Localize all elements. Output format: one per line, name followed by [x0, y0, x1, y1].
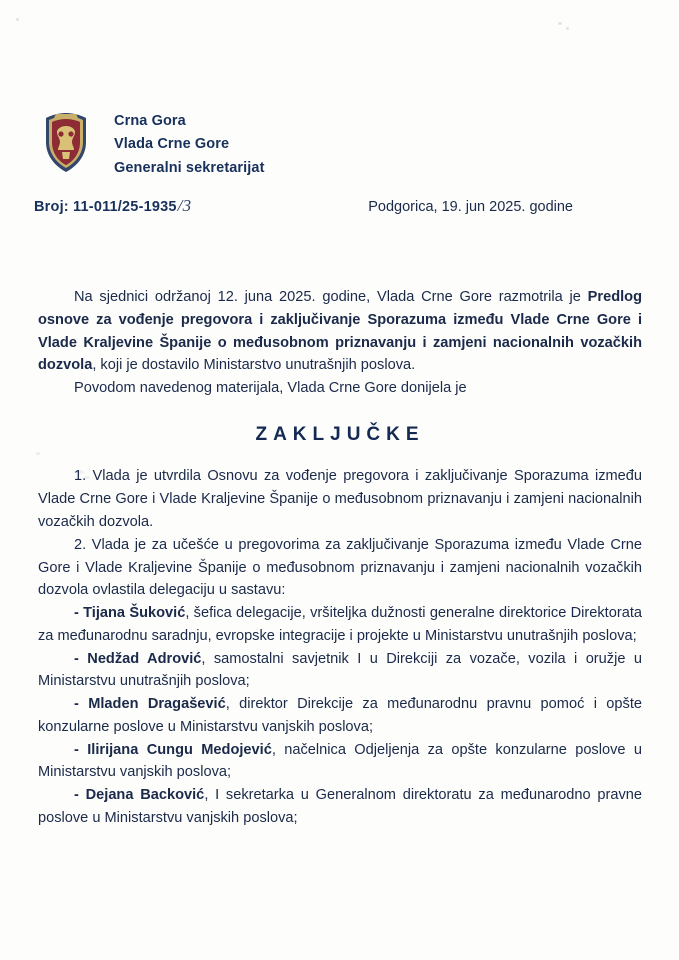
scan-speck — [16, 18, 19, 21]
org-line-government: Vlada Crne Gore — [114, 136, 230, 153]
intro-subject-bold: Predlog osnove za vođenje pregovora i zaključivanje Sporazuma između Vlade Crne Gore i Vlade Kraljevine Španije o međusobnom priznavanju i zamjeni nacionalnih vozačkih dozvola — [38, 289, 642, 374]
delegate-role: , šefica delegacije, vršiteljka dužnosti generalne direktorice Direktorata za međunarodnu saradnju, evropske integracije i projekte u Ministarstvu unutrašnjih poslova; — [38, 605, 642, 644]
delegate-name: - Nedžad Adrović — [74, 650, 202, 667]
scan-speck — [566, 27, 569, 30]
delegate-name: - Dejana Backović — [74, 787, 205, 804]
page-title: ZAKLJUČKE — [255, 423, 425, 445]
conclusion-item-2: 2. Vlada je za učešće u pregovorima za zaključivanje Sporazuma između Vlade Crne Gore i Vlade Kraljevine Španije o međusobnom priznavanju i zamjeni nacionalnih vozačkih dozvola ovlastila delegaciju u sastavu: — [38, 536, 642, 599]
delegate-name: - Tijana Šuković — [74, 605, 186, 622]
delegate-role: , samostalni savjetnik I u Direkciji za vozače, vozila i oružje u Ministarstvu unutrašnjih poslova; — [38, 650, 642, 690]
delegate-role: , načelnica Odjeljenja za opšte konzularne poslove u Ministarstvu vanjskih poslova; — [38, 741, 642, 781]
delegate-item — [38, 739, 642, 785]
intro-second-line: Povodom navedenog materijala, Vlada Crne Gore donijela je — [74, 380, 467, 397]
montenegro-coat-of-arms-icon — [40, 112, 92, 174]
delegate-name: - Ilirijana Cungu Medojević — [74, 741, 272, 758]
intro-paragraph — [38, 286, 642, 377]
delegate-name: - Mladen Dragašević — [74, 696, 226, 713]
scan-speck — [558, 22, 562, 25]
organization-block — [114, 110, 265, 180]
intro-text-before: Na sjednici održanoj 12. juna 2025. godine, Vlada Crne Gore razmotrila je — [74, 289, 588, 305]
place-and-date: Podgorica, 19. jun 2025. godine — [368, 199, 573, 215]
document-meta-row — [34, 196, 645, 216]
delegate-role: , direktor Direkcije za međunarodnu pravnu pomoć i opšte konzularne poslove u Ministarstvu vanjskih poslova; — [38, 696, 642, 735]
delegate-item — [38, 602, 642, 648]
org-line-secretariat: Generalni sekretarijat — [114, 159, 265, 176]
conclusion-item-1: 1. Vlada je utvrdila Osnovu za vođenje pregovora i zaključivanje Sporazuma između Vlade Crne Gore i Vlade Kraljevine Španije o međusobnom priznavanju i zamjeni nacionalnih vozačkih dozvola. — [38, 468, 642, 530]
delegate-item — [38, 693, 642, 739]
delegate-item — [38, 784, 642, 830]
document-header — [34, 108, 645, 180]
delegate-role: , I sekretarka u Generalnom direktoratu za međunarodno pravne poslove u Ministarstvu vanjskih poslova; — [38, 787, 642, 826]
document-number-text: Broj: 11-011/25-1935 — [34, 199, 177, 215]
document-number-handwritten: /3 — [177, 196, 192, 215]
document-number — [34, 196, 191, 216]
document-body — [38, 286, 642, 830]
delegate-item — [38, 648, 642, 694]
intro-text-after: , koji je dostavilo Ministarstvo unutrašnjih poslova. — [92, 357, 416, 374]
org-line-country: Crna Gora — [114, 113, 186, 129]
